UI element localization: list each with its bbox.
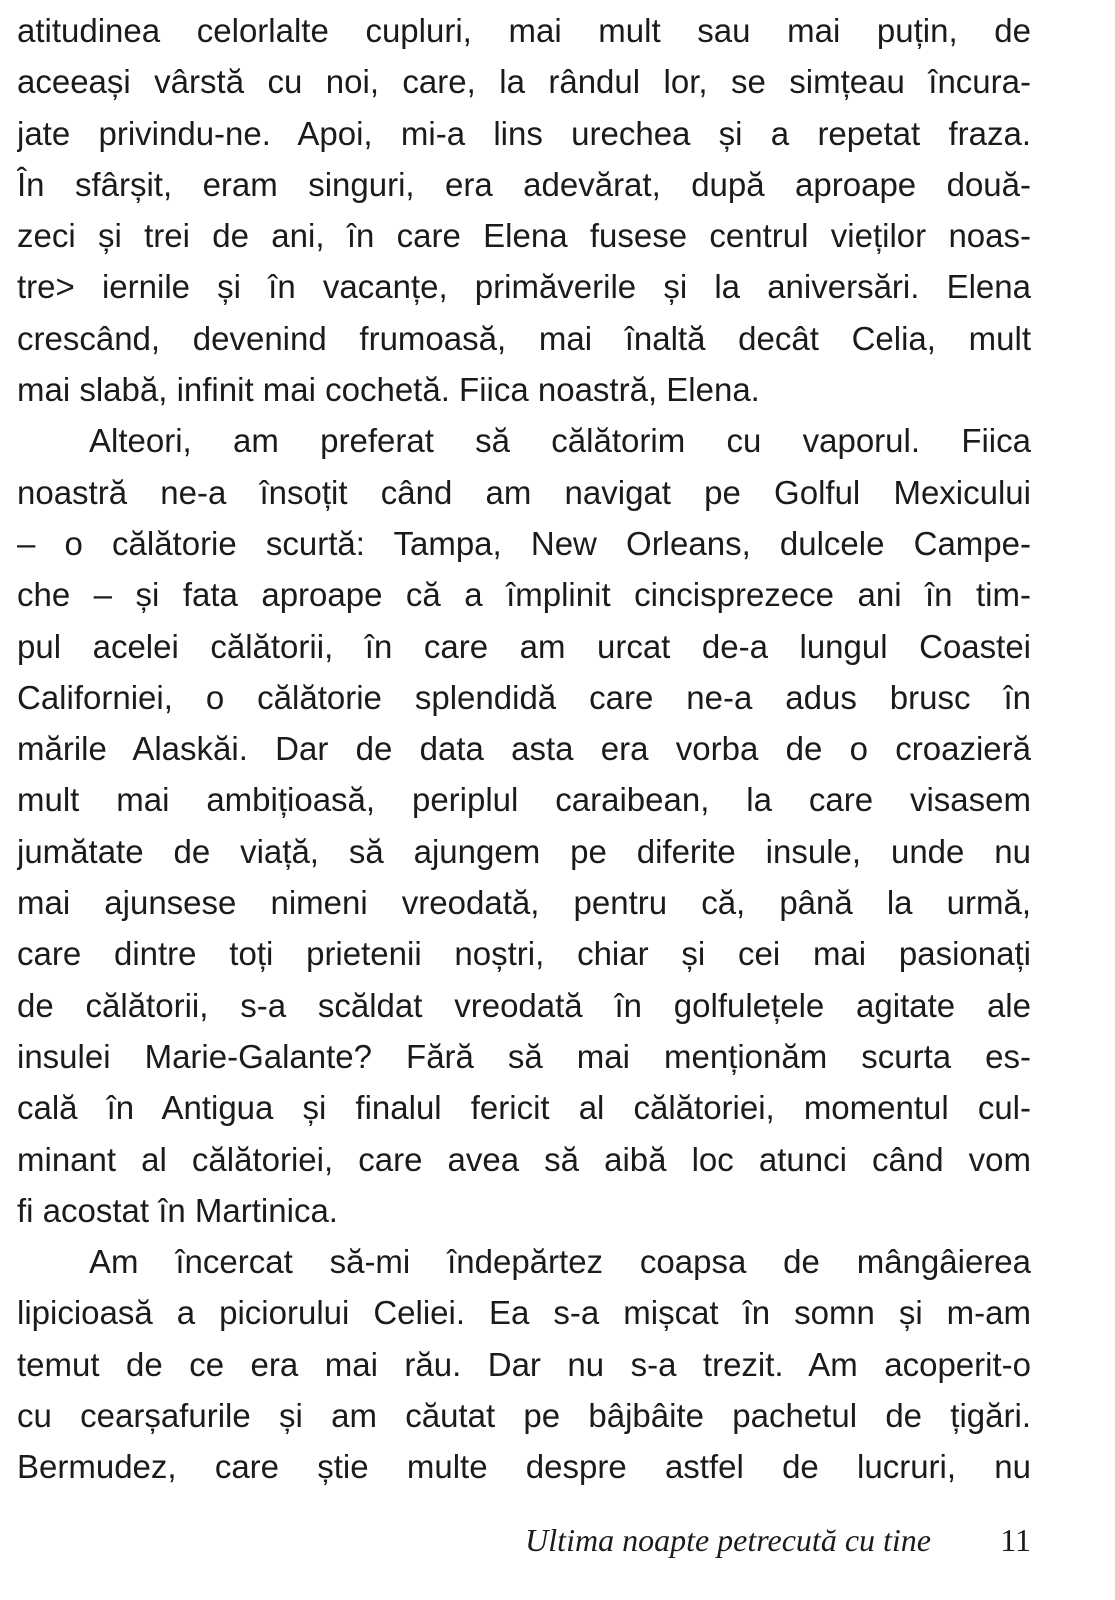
text-line: tre> iernile și în vacanțe, primăverile și la aniversări. Elena	[17, 268, 1031, 306]
book-page	[17, 0, 1031, 1600]
text-line: – o călătorie scurtă: Tampa, New Orleans, dulcele Campe-	[17, 524, 1031, 562]
text-line: cală în Antigua și finalul fericit al călătoriei, momentul cul-	[17, 1089, 1031, 1127]
paragraph-start-line: Alteori, am preferat să călătorim cu vaporul. Fiica	[89, 422, 1031, 460]
text-line: Californiei, o călătorie splendidă care ne-a adus brusc în	[17, 678, 1031, 716]
page-footer	[17, 1518, 1031, 1562]
page-number: 11	[1000, 1522, 1031, 1558]
text-line: mai slabă, infinit mai cochetă. Fiica noastră, Elena.	[17, 371, 760, 409]
paragraph-start-line: Am încercat să-mi îndepărtez coapsa de mângâierea	[89, 1243, 1031, 1281]
text-line: minant al călătoriei, care avea să aibă loc atunci când vom	[17, 1140, 1031, 1178]
text-line: insulei Marie-Galante? Fără să mai menționăm scurta es-	[17, 1037, 1031, 1075]
body-text	[17, 5, 1031, 1493]
text-line: zeci și trei de ani, în care Elena fusese centrul vieților noas-	[17, 217, 1031, 255]
text-line: temut de ce era mai rău. Dar nu s-a trezit. Am acoperit-o	[17, 1345, 1031, 1383]
text-line: mările Alaskăi. Dar de data asta era vorba de o croazieră	[17, 730, 1031, 768]
text-line: care dintre toți prietenii noștri, chiar și cei mai pasionați	[17, 935, 1031, 973]
text-line: lipicioasă a piciorului Celiei. Ea s-a mișcat în somn și m-am	[17, 1294, 1031, 1332]
text-line: fi acostat în Martinica.	[17, 1191, 338, 1229]
text-line: noastră ne-a însoțit când am navigat pe Golful Mexicului	[17, 473, 1031, 511]
text-line: Bermudez, care știe multe despre astfel de lucruri, nu	[17, 1448, 1031, 1486]
running-title: Ultima noapte petrecută cu tine	[525, 1522, 931, 1558]
text-line: mult mai ambițioasă, periplul caraibean, la care visasem	[17, 781, 1031, 819]
text-line: aceeași vârstă cu noi, care, la rândul lor, se simțeau încura-	[17, 63, 1031, 101]
text-line: jate privindu-ne. Apoi, mi-a lins urechea și a repetat fraza.	[17, 114, 1031, 152]
text-line: pul acelei călătorii, în care am urcat de-a lungul Coastei	[17, 627, 1031, 665]
text-line: de călătorii, s-a scăldat vreodată în golfulețele agitate ale	[17, 986, 1031, 1024]
text-line: crescând, devenind frumoasă, mai înaltă decât Celia, mult	[17, 319, 1031, 357]
text-line: che – și fata aproape că a împlinit cincisprezece ani în tim-	[17, 576, 1031, 614]
text-line: atitudinea celorlalte cupluri, mai mult sau mai puțin, de	[17, 12, 1031, 49]
text-line: jumătate de viață, să ajungem pe diferite insule, unde nu	[17, 832, 1031, 870]
text-line: cu cearșafurile și am căutat pe bâjbâite pachetul de țigări.	[17, 1397, 1031, 1435]
text-line: În sfârșit, eram singuri, era adevărat, după aproape două-	[17, 165, 1031, 203]
text-line: mai ajunsese nimeni vreodată, pentru că, până la urmă,	[17, 884, 1031, 922]
